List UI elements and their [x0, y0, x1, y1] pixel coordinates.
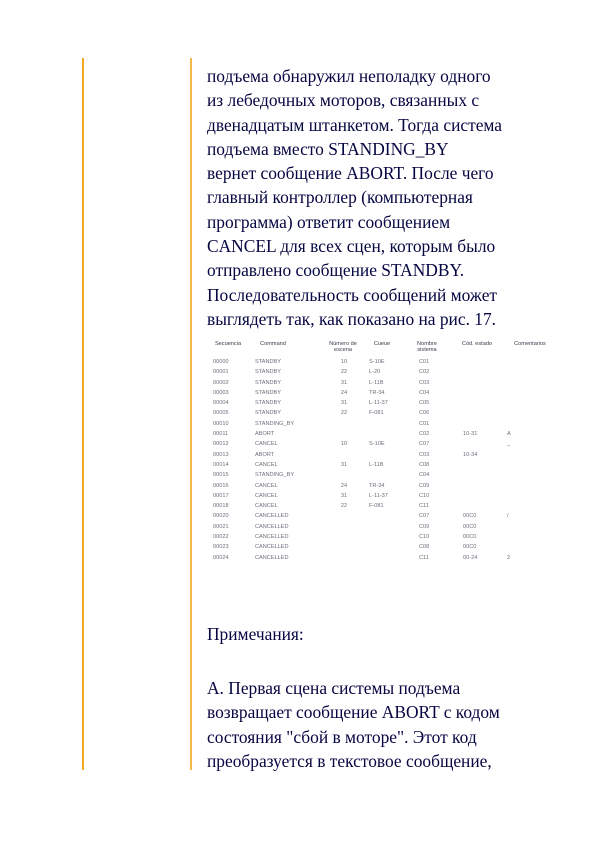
table-cell: 00C0 [463, 534, 477, 541]
table-cell: TR-34 [369, 482, 385, 489]
table-cell: CANCEL [255, 503, 278, 510]
table-cell: / [507, 513, 509, 520]
table-cell: STANDBY [255, 379, 282, 386]
message-sequence-table [207, 340, 552, 563]
table-cell: 00023 [213, 544, 229, 551]
table-cell: 00011 [213, 431, 229, 438]
table-row [207, 501, 552, 511]
table-header-cell: Cód. estado [461, 341, 493, 347]
paragraph-line: CANCEL для всех сцен, которым было [207, 236, 496, 257]
table-cell: C10 [419, 534, 430, 541]
table-header-cell: Nombre sistema [417, 341, 437, 353]
notes-heading: Примечания: [207, 624, 304, 644]
table-cell: 10 [340, 359, 348, 365]
table-row [207, 439, 552, 449]
paragraph-line: Последовательность сообщений может [207, 284, 498, 305]
left-margin-rule [82, 58, 84, 770]
table-cell: L-11-37 [369, 492, 388, 499]
paragraph-line: возвращает сообщение ABORT с кодом [207, 702, 500, 723]
table-cell: C04 [419, 389, 430, 396]
table-cell: C08 [419, 461, 430, 468]
table-row [207, 542, 552, 552]
table-cell: S-10E [369, 359, 385, 365]
paragraph-line: вернет сообщение ABORT. После чего [207, 163, 494, 184]
paragraph-line: подъема обнаружил неполадку одного [207, 66, 491, 86]
table-cell: C08 [419, 544, 430, 551]
table-cell: 31 [340, 461, 348, 468]
table-cell: STANDING_BY [255, 472, 295, 479]
table-cell: 24 [340, 482, 348, 489]
paragraph-line: выглядеть так, как показано на рис. 17. [207, 308, 497, 329]
table-header-cell: Command [260, 341, 286, 347]
table-cell: CANCELLED [255, 513, 289, 520]
paragraph-line: из лебедочных моторов, связанных с [207, 90, 480, 111]
table-row [207, 429, 552, 439]
table-cell: 00004 [213, 400, 229, 407]
paragraph-line: отправлено сообщение STANDBY. [207, 260, 465, 281]
table-cell: S-10E [369, 441, 385, 448]
table-cell: C02 [419, 431, 430, 438]
table-cell: 00002 [213, 379, 229, 386]
table-cell: CANCELLED [255, 523, 289, 530]
table-cell: STANDBY [255, 359, 282, 365]
table-row [207, 367, 552, 377]
table-cell: 10-34 [463, 451, 478, 458]
table-cell: STANDBY [255, 400, 282, 407]
table-cell: 31 [340, 400, 348, 407]
table-cell: CANCELLED [255, 554, 289, 561]
table-cell: C01 [419, 420, 430, 427]
table-row [207, 460, 552, 470]
table-cell: 31 [340, 379, 348, 386]
paragraph-line: двенадцатым штанкетом. Тогда система [207, 114, 503, 135]
table-cell: 00010 [213, 420, 229, 427]
table-cell: ABORT [255, 451, 275, 458]
table-cell: 22 [340, 410, 348, 417]
table-cell: 00016 [213, 482, 229, 489]
body-paragraph-1 [207, 64, 552, 331]
table-cell: 00014 [213, 461, 229, 468]
table-cell: 00013 [213, 451, 229, 458]
table-cell: C03 [419, 451, 430, 458]
table-header-cell: Número de escena [329, 341, 357, 353]
table-cell: C09 [419, 482, 430, 489]
table-cell: C02 [419, 369, 430, 376]
table-row [207, 511, 552, 521]
table-row [207, 522, 552, 532]
paragraph-line: состояния "сбой в моторе". Этот код [207, 726, 477, 747]
table-header-cell: Cueue [373, 341, 391, 347]
table-body [207, 357, 552, 563]
paragraph-line: преобразуется в текстовое сообщение, [207, 750, 492, 771]
table-cell: 00003 [213, 389, 229, 396]
table-cell: _ [507, 441, 511, 448]
table-cell: CANCELLED [255, 544, 289, 551]
table-header-row [207, 340, 552, 357]
table-row [207, 388, 552, 398]
table-cell: 00015 [213, 472, 229, 479]
table-cell: C07 [419, 441, 430, 448]
table-cell: CANCEL [255, 482, 278, 489]
table-cell: 22 [340, 503, 348, 510]
table-cell: 31 [340, 492, 348, 499]
table-header-cell: Comentarios [514, 341, 546, 347]
table-cell: 00005 [213, 410, 229, 417]
table-cell: STANDBY [255, 389, 282, 396]
table-cell: 00020 [213, 513, 229, 520]
table-row [207, 450, 552, 460]
table-row [207, 398, 552, 408]
table-cell: 00018 [213, 503, 229, 510]
table-cell: C11 [419, 554, 429, 561]
table-cell: C11 [419, 503, 429, 510]
table-cell: 2 [507, 554, 511, 561]
table-cell: L-20 [369, 369, 381, 376]
table-cell: F-081 [369, 410, 384, 417]
table-row [207, 532, 552, 542]
text-column-rule [190, 58, 192, 770]
table-cell: 00C0 [463, 513, 477, 520]
table-row [207, 378, 552, 388]
table-cell: STANDBY [255, 410, 282, 417]
table-cell: 00C0 [463, 523, 477, 530]
table-cell: 00024 [213, 554, 229, 561]
table-cell: ABORT [255, 431, 275, 438]
table-cell: CANCEL [255, 441, 278, 448]
body-paragraph-2 [207, 676, 552, 773]
table-cell: 00021 [213, 523, 229, 530]
table-cell: L-11B [369, 379, 384, 386]
table-cell: TR-34 [369, 389, 385, 396]
table-cell: 22 [340, 369, 348, 376]
table-cell: C06 [419, 410, 430, 417]
table-cell: 00017 [213, 492, 229, 499]
table-cell: CANCELLED [255, 534, 289, 541]
table-cell: L-11-37 [369, 400, 388, 407]
table-cell: STANDING_BY [255, 420, 295, 427]
table-cell: STANDBY [255, 369, 282, 376]
table-row [207, 491, 552, 501]
table-row [207, 470, 552, 480]
table-row [207, 357, 552, 367]
table-cell: C05 [419, 400, 430, 407]
table-cell: 00012 [213, 441, 229, 448]
table-cell: 00000 [213, 359, 229, 365]
table-cell: 00C0 [463, 544, 477, 551]
table-cell: C01 [419, 359, 430, 365]
table-cell: 00022 [213, 534, 229, 541]
table-cell: 00-24 [463, 554, 478, 561]
table-cell: C07 [419, 513, 430, 520]
table-cell: C09 [419, 523, 430, 530]
table-cell: CANCEL [255, 461, 278, 468]
table-row [207, 553, 552, 563]
table-cell: L-11B [369, 461, 384, 468]
paragraph-line: программа) ответит сообщением [207, 211, 451, 232]
table-row [207, 408, 552, 418]
table-cell: C03 [419, 379, 430, 386]
table-cell: F-081 [369, 503, 384, 510]
paragraph-line: А. Первая сцена системы подъема [207, 678, 461, 698]
table-cell: 00001 [213, 369, 229, 376]
table-cell: C10 [419, 492, 430, 499]
paragraph-line: подъема вместо STANDING_BY [207, 138, 449, 159]
table-cell: A [507, 431, 511, 438]
table-row [207, 419, 552, 429]
paragraph-line: главный контроллер (компьютерная [207, 187, 473, 208]
table-cell: 10 [340, 441, 348, 448]
table-cell: 24 [340, 389, 348, 396]
table-row [207, 481, 552, 491]
table-cell: C04 [419, 472, 430, 479]
table-cell: 10-31 [463, 431, 478, 438]
table-header-cell: Secuencia [214, 341, 242, 347]
table-cell: CANCEL [255, 492, 278, 499]
